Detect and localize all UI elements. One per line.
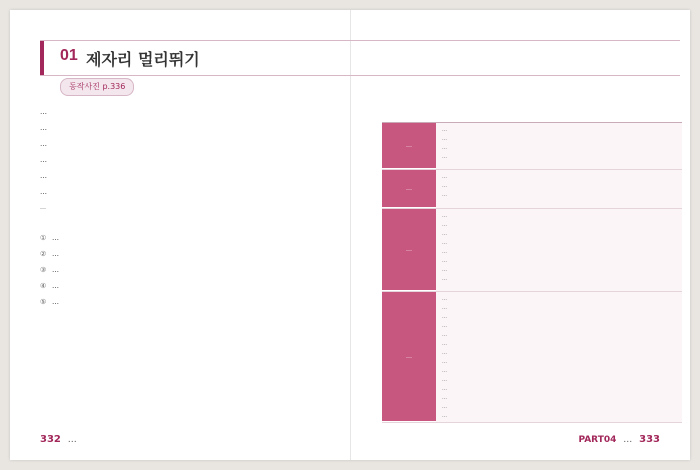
row-line: … [442,386,447,392]
footer-part-label: PART04 [578,435,617,445]
row-line: … [442,240,447,246]
list-number: ⑤ [40,298,47,306]
list-number: ① [40,234,47,242]
list-number: ② [40,250,47,258]
body-paragraph: … [40,108,47,116]
row-line: … [442,174,447,180]
body-paragraph: … [40,140,47,148]
list-item-text: … [52,282,59,290]
footnote: … [40,204,46,211]
table-row [382,123,682,170]
row-line: … [442,249,447,255]
section-header [40,40,680,76]
row-line: … [442,305,447,311]
footer-left [40,434,77,445]
row-line: … [442,192,447,198]
section-title: 제자리 멀리뛰기 [86,50,200,69]
list-number: ③ [40,266,47,274]
row-content [436,123,682,169]
row-line: … [442,350,447,356]
row-content [436,209,682,291]
row-line: … [442,377,447,383]
list-item-text: … [52,250,59,258]
row-line: … [442,332,447,338]
table-row [382,209,682,292]
section-number: 01 [60,47,78,64]
row-line: … [442,136,447,142]
footer-right [578,434,660,445]
list-number: ④ [40,282,47,290]
row-line: … [442,145,447,151]
row-line: … [442,183,447,189]
left-page-body [40,106,330,312]
row-content [436,292,682,422]
row-label: … [382,123,436,169]
list-item [40,264,330,276]
list-item [40,232,330,244]
row-line: … [442,395,447,401]
list-item-text: … [52,266,59,274]
list-item-text: … [52,298,59,306]
header-accent-bar [40,41,44,75]
book-spread [10,10,690,460]
list-item-text: … [52,234,59,242]
body-paragraph: … [40,156,47,164]
row-label: … [382,292,436,422]
photo-reference-badge: 동작사진 p.336 [60,78,134,96]
row-line: … [442,267,447,273]
row-line: … [442,359,447,365]
method-table [382,122,682,423]
row-line: … [442,127,447,133]
row-line: … [442,341,447,347]
row-line: … [442,368,447,374]
row-line: … [442,154,447,160]
row-line: … [442,213,447,219]
table-row [382,292,682,423]
row-line: … [442,314,447,320]
list-item [40,248,330,260]
row-label: … [382,170,436,208]
table-row [382,170,682,209]
page-gutter [350,10,351,460]
body-paragraph: … [40,124,47,132]
row-line: … [442,296,447,302]
row-line: … [442,276,447,282]
row-line: … [442,413,447,419]
footer-left-text: … [67,435,77,445]
row-line: … [442,323,447,329]
row-line: … [442,231,447,237]
row-line: … [442,222,447,228]
page-number-right: 333 [639,434,660,445]
body-paragraph: … [40,172,47,180]
page-number-left: 332 [40,434,61,445]
row-content [436,170,682,208]
body-paragraph: … [40,188,47,196]
equipment-list [40,232,330,308]
row-line: … [442,404,447,410]
footer-right-text: … [623,435,633,445]
list-item [40,296,330,308]
row-label: … [382,209,436,291]
list-item [40,280,330,292]
row-line: … [442,258,447,264]
